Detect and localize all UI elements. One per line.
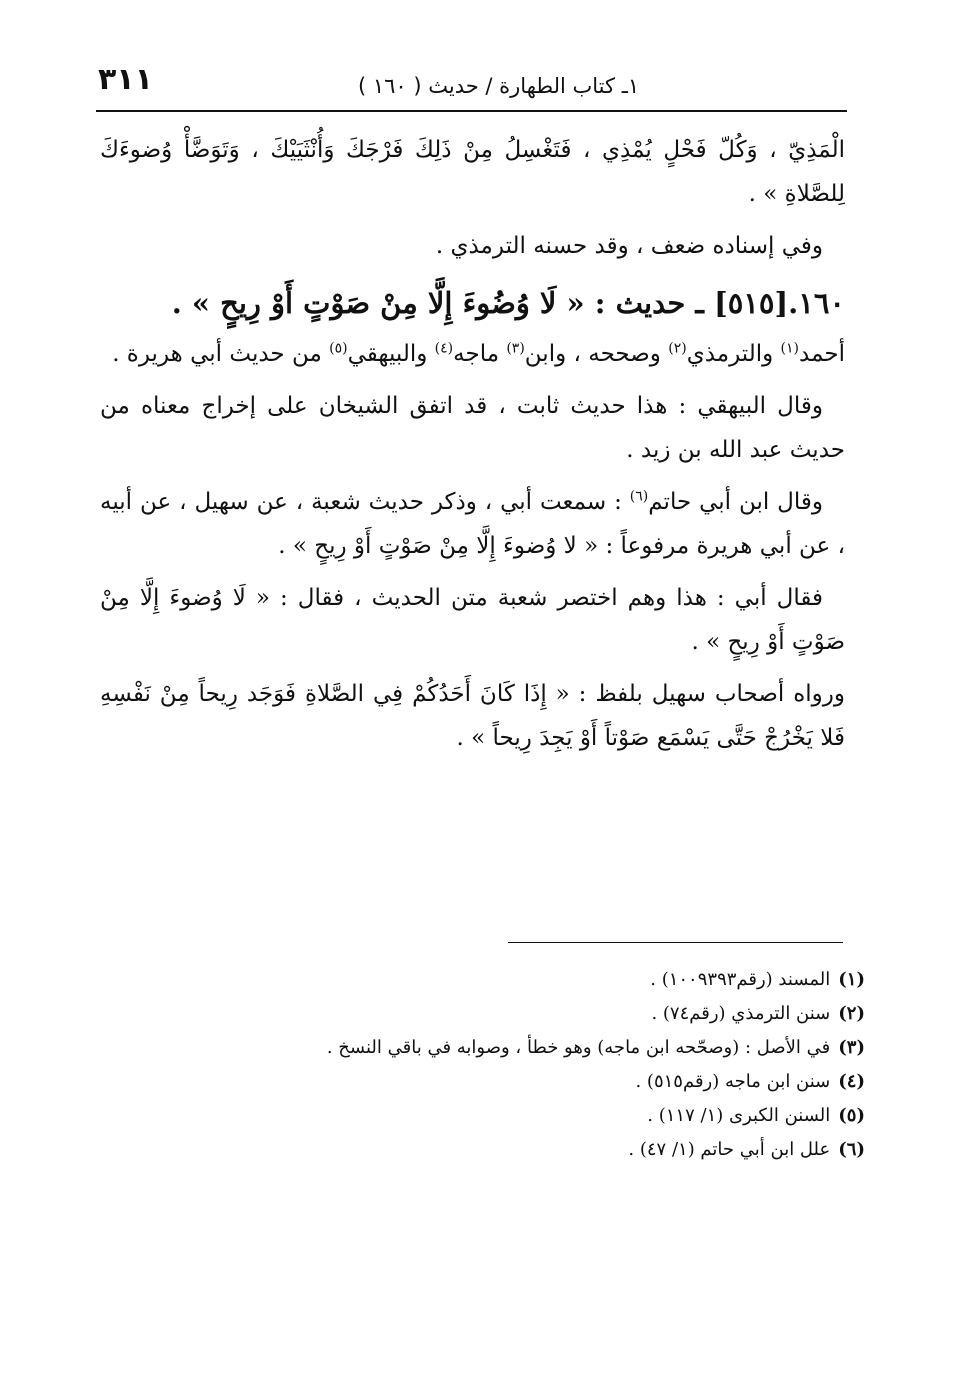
- main-text: [100, 128, 845, 760]
- footnote-item: (٤)سنن ابن ماجه (رقم٥١٥) .: [635, 1071, 865, 1092]
- footnote-ref[interactable]: (٤): [434, 340, 454, 357]
- footnote-item: (٢)سنن الترمذي (رقم٧٤) .: [651, 1003, 865, 1024]
- page-header: [98, 62, 846, 106]
- paragraph-sources: أحمد$^{(١)}$ والترمذي$^{(٢)}$ وصححه ، وابن$^{(٣)}$ ماجه$^{(٤)}$ والبيهقي$^{(٥)}$ من حديث أبي هريرة .: [112, 340, 845, 367]
- footnote-ref[interactable]: (٥): [329, 340, 348, 357]
- paragraph-abi-comment: فقال أبي : هذا وهم اختصر شعبة متن الحديث ، فقال : « لَا وُضوءَ إِلَّا مِنْ صَوْتٍ أَوْ رِيحٍ » .: [100, 585, 845, 655]
- footnote-divider: [508, 942, 843, 943]
- paragraph-bayhaqi: وقال البيهقي : هذا حديث ثابت ، قد اتفق الشيخان على إخراج معناه من حديث عبد الله بن زيد .: [100, 393, 845, 463]
- footnote-item: (٦)علل ابن أبي حاتم (١/ ٤٧) .: [628, 1139, 865, 1160]
- footnote-item: (٣)في الأصل : (وصحّحه ابن ماجه) وهو خطأ ، وصوابه في باقي النسخ .: [326, 1037, 865, 1058]
- footnote-item: (٥)السنن الكبرى (١/ ١١٧) .: [647, 1105, 865, 1126]
- footnote-ref[interactable]: (١): [780, 340, 800, 357]
- page-number: ٣١١: [98, 62, 153, 97]
- paragraph-suhayl-narration: ورواه أصحاب سهيل بلفظ : « إِذَا كَانَ أَحَدُكُمْ فِي الصَّلاةِ فَوَجَد رِيحاً مِنْ نَفْسِهِ فَلا يَخْرُجْ حَتَّى يَسْمَع صَوْتاً أَوْ يَجِدَ رِيحاً » .: [100, 681, 845, 751]
- paragraph-isnad-note: وفي إسناده ضعف ، وقد حسنه الترمذي .: [435, 233, 823, 259]
- footnote-ref[interactable]: (٣): [506, 340, 525, 357]
- footnote-ref[interactable]: (٢): [668, 340, 687, 357]
- footnotes: [160, 963, 865, 1167]
- paragraph-hadith-continuation: الْمَذِيّ ، وَكُلّ فَحْلٍ يُمْذِي ، فَتَغْسِلُ مِنْ ذَلِكَ فَرْجَكَ وَأُنْثَيَيْكَ ، وَتَوَضَّأْ وُضوءَكَ لِلصَّلاةِ » .: [100, 137, 845, 207]
- paragraph-ibn-abi-hatim: وقال ابن أبي حاتم$^{(٦)}$ : سمعت أبي ، وذكر حديث شعبة ، عن سهيل ، عن أبيه ، عن أبي هريرة مرفوعاً : « لا وُضوءَ إِلَّا مِنْ صَوْتٍ أَوْ رِيحٍ » .: [100, 488, 845, 559]
- hadith-heading: ١٦٠.[٥١٥] ـ حديث : « لَا وُضُوءَ إِلَّا مِنْ صَوْتٍ أَوْ رِيحٍ » .: [171, 286, 845, 320]
- footnote-ref[interactable]: (٦): [629, 488, 649, 505]
- footnote-item: (١)المسند (رقم٩٣‏١٠٠٩٣) .: [650, 969, 865, 990]
- header-divider: [96, 110, 847, 112]
- running-title: ١ـ كتاب الطهارة / حديث ( ١٦٠ ): [358, 74, 640, 98]
